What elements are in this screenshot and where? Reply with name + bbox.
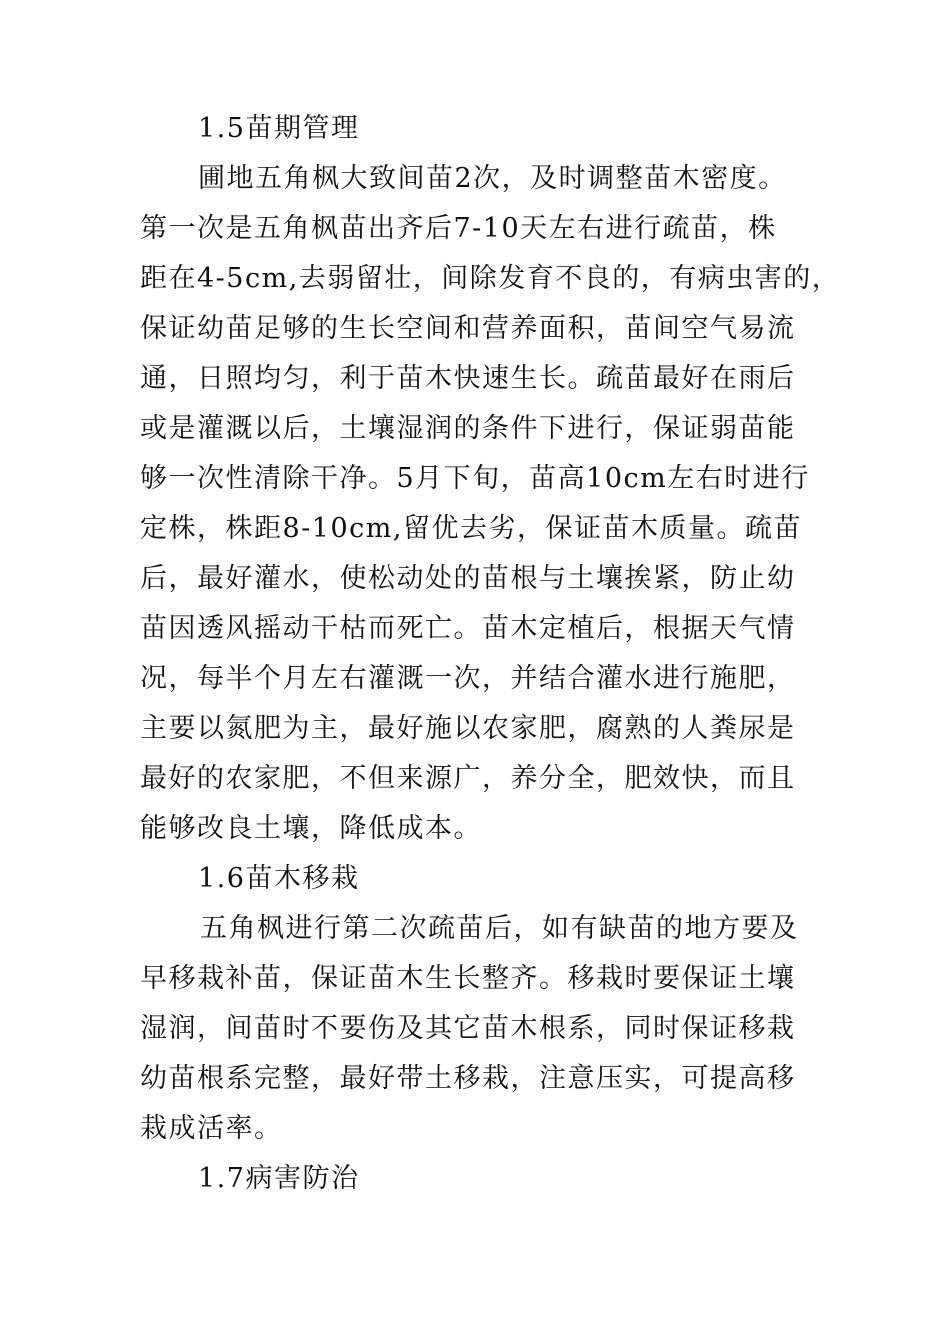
paragraph-line: 保证幼苗足够的生长空间和营养面积，苗间空气易流 [140, 313, 796, 344]
paragraph-line: 五角枫进行第二次疏苗后，如有缺苗的地方要及 [200, 913, 799, 944]
paragraph-line: 或是灌溉以后，土壤湿润的条件下进行，保证弱苗能 [140, 413, 796, 444]
paragraph-line: 栽成活率。 [140, 1113, 283, 1144]
paragraph-line: 早移栽补苗，保证苗木生长整齐。移栽时要保证土壤 [140, 963, 796, 994]
paragraph-line: 圃地五角枫大致间苗2次，及时调整苗木密度。 [198, 163, 787, 194]
paragraph-line: 苗因透风摇动干枯而死亡。苗木定植后，根据天气情 [140, 613, 796, 644]
paragraph-line: 幼苗根系完整，最好带土移栽，注意压实，可提高移 [140, 1063, 796, 1094]
section-heading-1-5: 1.5苗期管理 [198, 113, 360, 144]
paragraph-line: 能够改良土壤，降低成本。 [140, 813, 482, 844]
paragraph-line: 第一次是五角枫苗出齐后7-10天左右进行疏苗，株 [140, 213, 777, 244]
paragraph-line: 通，日照均匀，利于苗木快速生长。疏苗最好在雨后 [140, 363, 796, 394]
section-heading-1-6: 1.6苗木移栽 [198, 863, 360, 894]
paragraph-line: 最好的农家肥，不但来源广，养分全，肥效快，而且 [140, 763, 796, 794]
paragraph-line: 够一次性清除干净。5月下旬，苗高10cm左右时进行 [140, 463, 810, 494]
paragraph-line: 况，每半个月左右灌溉一次，并结合灌水进行施肥， [140, 663, 796, 694]
section-heading-1-7: 1.7病害防治 [198, 1163, 360, 1194]
paragraph-line: 定株，株距8-10cm,留优去劣，保证苗木质量。疏苗 [140, 513, 802, 544]
paragraph-line: 湿润，间苗时不要伤及其它苗木根系，同时保证移栽 [140, 1013, 796, 1044]
paragraph-line: 距在4-5cm,去弱留壮，间除发育不良的，有病虫害的， [140, 263, 841, 294]
paragraph-line: 主要以氮肥为主，最好施以农家肥，腐熟的人粪尿是 [140, 713, 796, 744]
paragraph-line: 后，最好灌水，使松动处的苗根与土壤挨紧，防止幼 [140, 563, 796, 594]
